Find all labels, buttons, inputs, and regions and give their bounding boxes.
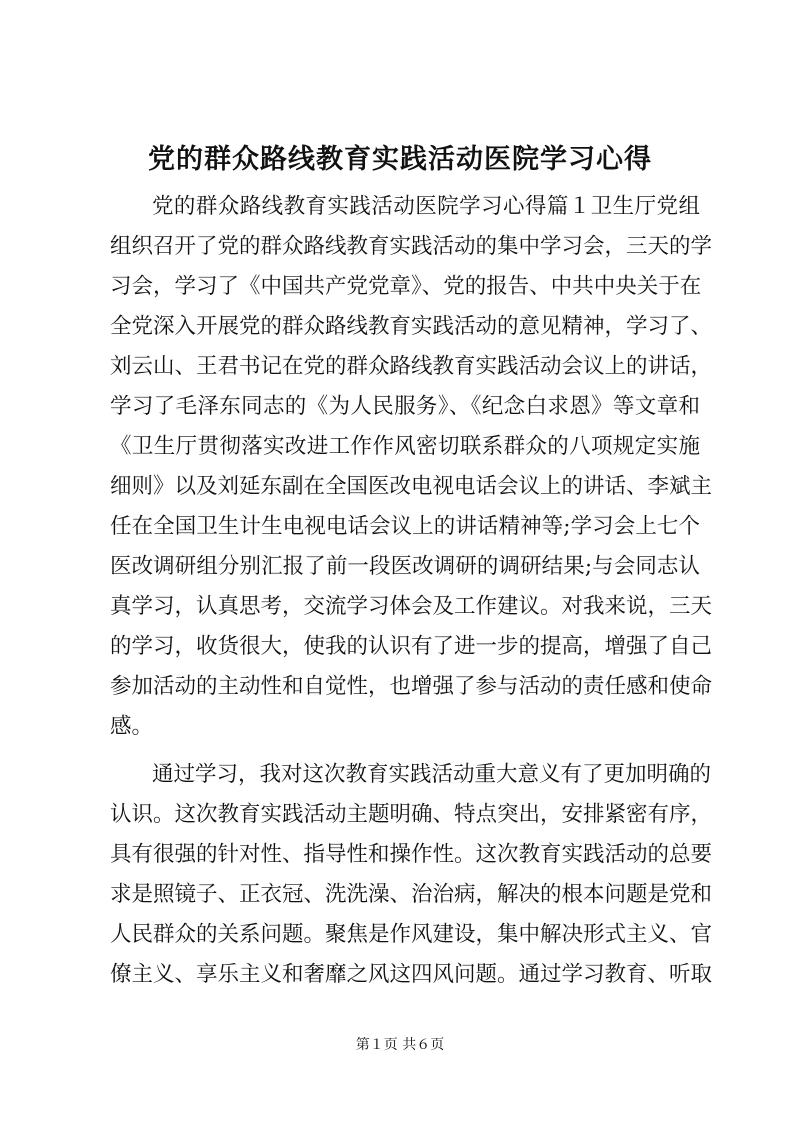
text-line: 认识。这次教育实践活动主题明确、特点突出，安排紧密有序，: [110, 802, 713, 827]
text-line: 求是照镜子、正衣冠、洗洗澡、治治病，解决的根本问题是党和: [110, 882, 713, 907]
text-line: 全党深入开展党的群众路线教育实践活动的意见精神，学习了、: [110, 314, 713, 339]
text-line: 僚主义、享乐主义和奢靡之风这四风问题。通过学习教育、听取: [110, 962, 713, 987]
page-number-footer: 第１页 共６页: [355, 1037, 445, 1053]
text-line: 细则》以及刘延东副在全国医改电视电话会议上的讲话、李斌主: [110, 474, 713, 499]
text-line: 学习了毛泽东同志的《为人民服务》、《纪念白求恩》等文章和: [110, 394, 700, 419]
text-line: 具有很强的针对性、指导性和操作性。这次教育实践活动的总要: [110, 842, 713, 867]
text-line: 感。: [110, 714, 154, 739]
text-line: 参加活动的主动性和自觉性，也增强了参与活动的责任感和使命: [110, 674, 713, 699]
text-line: 真学习，认真思考，交流学习体会及工作建议。对我来说，三天: [110, 594, 713, 619]
text-line: 医改调研组分别汇报了前一段医改调研的调研结果;与会同志认: [110, 554, 700, 579]
text-line: 人民群众的关系问题。聚焦是作风建设，集中解决形式主义、官: [110, 922, 713, 947]
text-line: 习会，学习了《中国共产党党章》、党的报告、中共中央关于在: [110, 274, 702, 299]
text-line: 《卫生厅贯彻落实改进工作作风密切联系群众的八项规定实施: [110, 434, 700, 459]
text-line: 党的群众路线教育实践活动医院学习心得篇１卫生厅党组: [152, 194, 700, 219]
text-line: 任在全国卫生计生电视电话会议上的讲话精神等;学习会上七个: [110, 514, 700, 539]
text-line: 的学习，收货很大，使我的认识有了进一步的提高，增强了自己: [110, 634, 713, 659]
text-line: 刘云山、王君书记在党的群众路线教育实践活动会议上的讲话，: [110, 354, 713, 379]
text-line: 组织召开了党的群众路线教育实践活动的集中学习会，三天的学: [110, 234, 713, 259]
document-title: 党的群众路线教育实践活动医院学习心得: [148, 144, 652, 175]
text-line: 通过学习，我对这次教育实践活动重大意义有了更加明确的: [152, 762, 712, 787]
